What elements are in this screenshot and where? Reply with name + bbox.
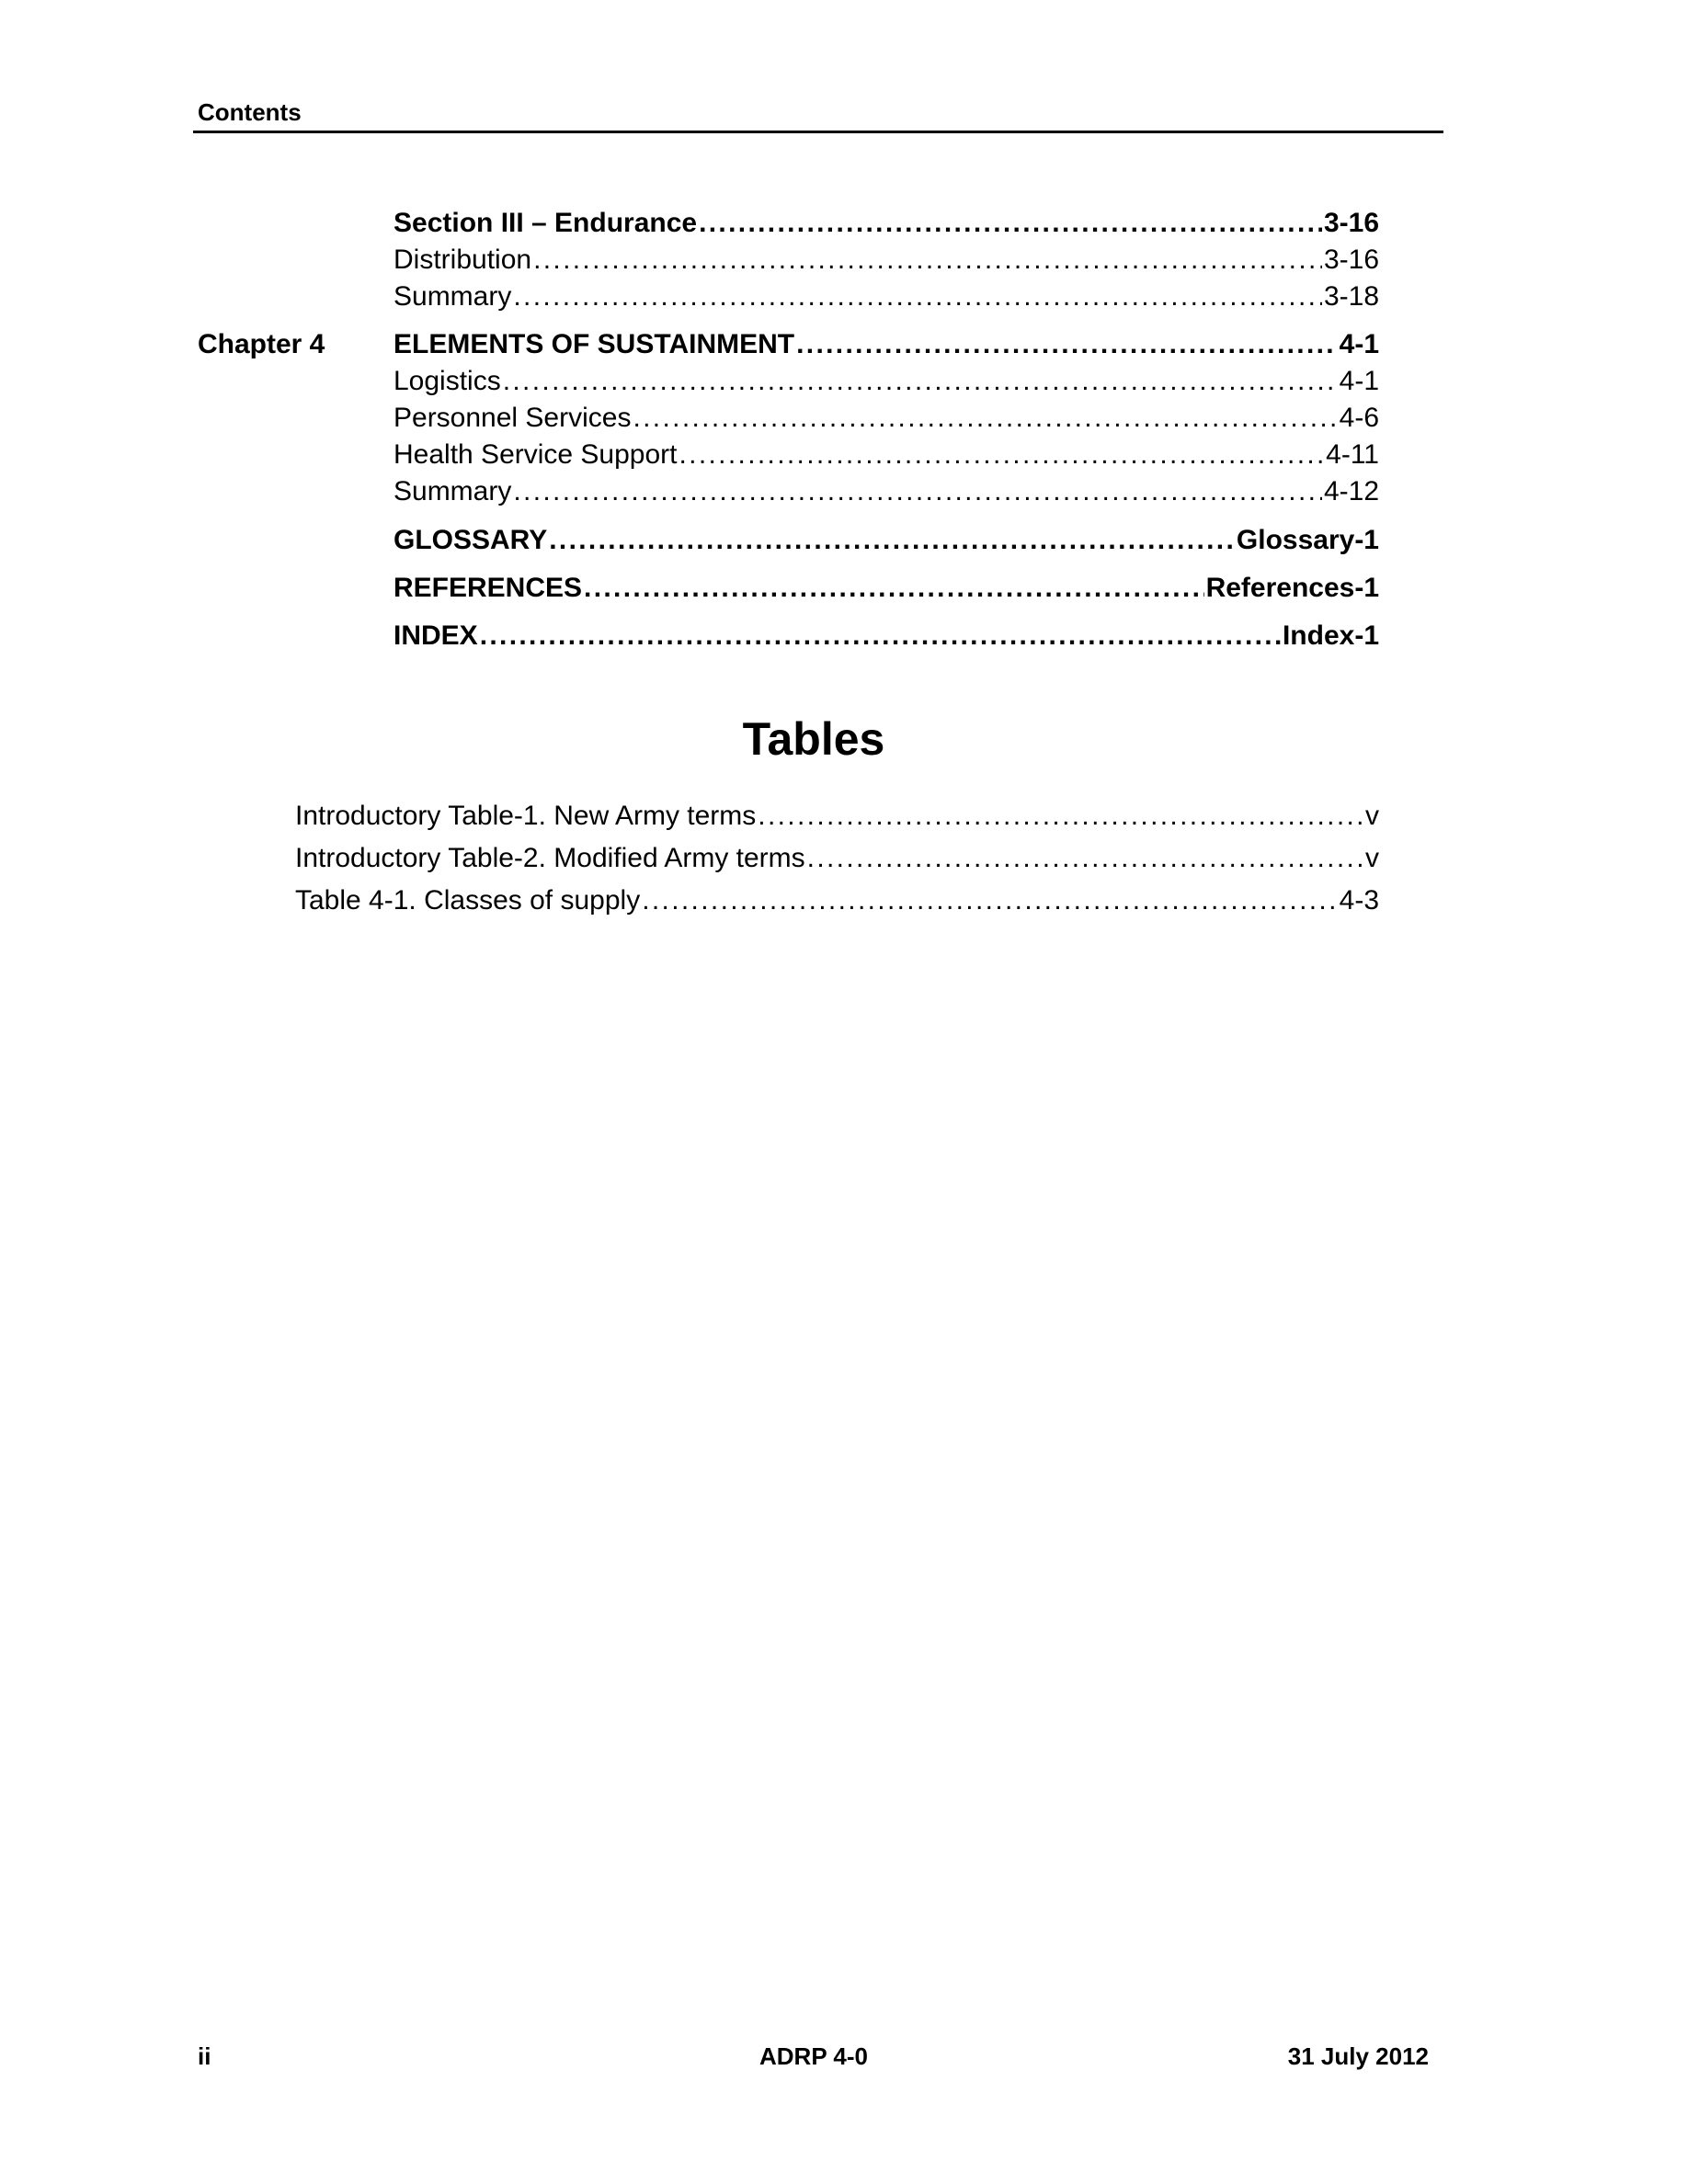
tables-entry-table-4-1[interactable] [295, 884, 1379, 917]
toc-entry-page: 4-1 [1339, 329, 1379, 359]
toc-entry-title: Section III – Endurance [393, 208, 698, 238]
toc-entry-title: REFERENCES [393, 573, 583, 603]
dot-leader [584, 572, 1204, 605]
table-entry-page: v [1365, 801, 1379, 831]
toc-summary-3[interactable] [393, 280, 1379, 313]
tables-entry-intro-table-1[interactable] [295, 800, 1379, 833]
toc-entry-title: Personnel Services [393, 403, 632, 433]
toc-health-service-support[interactable] [393, 438, 1379, 472]
table-entry-title: Introductory Table-1. New Army terms [295, 801, 757, 831]
toc-entry-page: References-1 [1205, 573, 1379, 603]
toc-personnel-services[interactable] [393, 402, 1379, 435]
dot-leader [513, 475, 1322, 508]
toc-entry-title: Health Service Support [393, 439, 678, 470]
footer-document-id: ADRP 4-0 [758, 2042, 868, 2070]
dot-leader [642, 884, 1337, 917]
toc-entry-title: INDEX [393, 620, 478, 651]
toc-entry-title: Summary [393, 476, 512, 506]
footer-date: 31 July 2012 [1287, 2042, 1429, 2070]
toc-index[interactable] [393, 620, 1379, 653]
dot-leader [549, 524, 1235, 557]
toc-entry-title: Logistics [393, 366, 501, 396]
table-entry-page: 4-3 [1339, 885, 1379, 916]
toc-glossary[interactable] [393, 524, 1379, 557]
table-entry-title: Introductory Table-2. Modified Army terms [295, 843, 805, 873]
table-entry-page: v [1365, 843, 1379, 873]
dot-leader [513, 280, 1322, 313]
dot-leader [633, 402, 1337, 435]
toc-entry-page: 4-11 [1326, 439, 1379, 470]
dot-leader [758, 800, 1363, 833]
dot-leader [699, 207, 1322, 240]
chapter-4-label: Chapter 4 [198, 329, 325, 359]
toc-logistics[interactable] [393, 365, 1379, 398]
toc-entry-title: Summary [393, 281, 512, 312]
toc-section-iii[interactable] [393, 207, 1379, 240]
dot-leader [679, 438, 1325, 472]
dot-leader [503, 365, 1338, 398]
toc-entry-title: Distribution [393, 245, 532, 275]
table-entry-title: Table 4-1. Classes of supply [295, 885, 641, 916]
toc-references[interactable] [393, 572, 1379, 605]
running-header-label: Contents [198, 98, 302, 126]
header-rule [193, 131, 1443, 133]
tables-entry-intro-table-2[interactable] [295, 842, 1379, 875]
toc-distribution[interactable] [393, 244, 1379, 277]
toc-entry-page: 4-12 [1323, 476, 1379, 506]
toc-entry-page: 4-1 [1339, 366, 1379, 396]
toc-summary-4[interactable] [393, 475, 1379, 508]
dot-leader [480, 620, 1281, 653]
dot-leader [807, 842, 1363, 875]
toc-entry-title: GLOSSARY [393, 525, 548, 555]
toc-entry-page: 4-6 [1339, 403, 1379, 433]
toc-entry-page: 3-18 [1323, 281, 1379, 312]
dot-leader [796, 328, 1338, 361]
toc-entry-title: ELEMENTS OF SUSTAINMENT [393, 329, 795, 359]
toc-entry-page: Index-1 [1282, 620, 1379, 651]
toc-entry-page: 3-16 [1323, 208, 1379, 238]
toc-elements-of-sustainment[interactable] [393, 328, 1379, 361]
footer-page-number: ii [198, 2042, 211, 2070]
dot-leader [533, 244, 1322, 277]
toc-entry-page: Glossary-1 [1236, 525, 1379, 555]
tables-heading: Tables [742, 713, 885, 765]
toc-entry-page: 3-16 [1323, 245, 1379, 275]
